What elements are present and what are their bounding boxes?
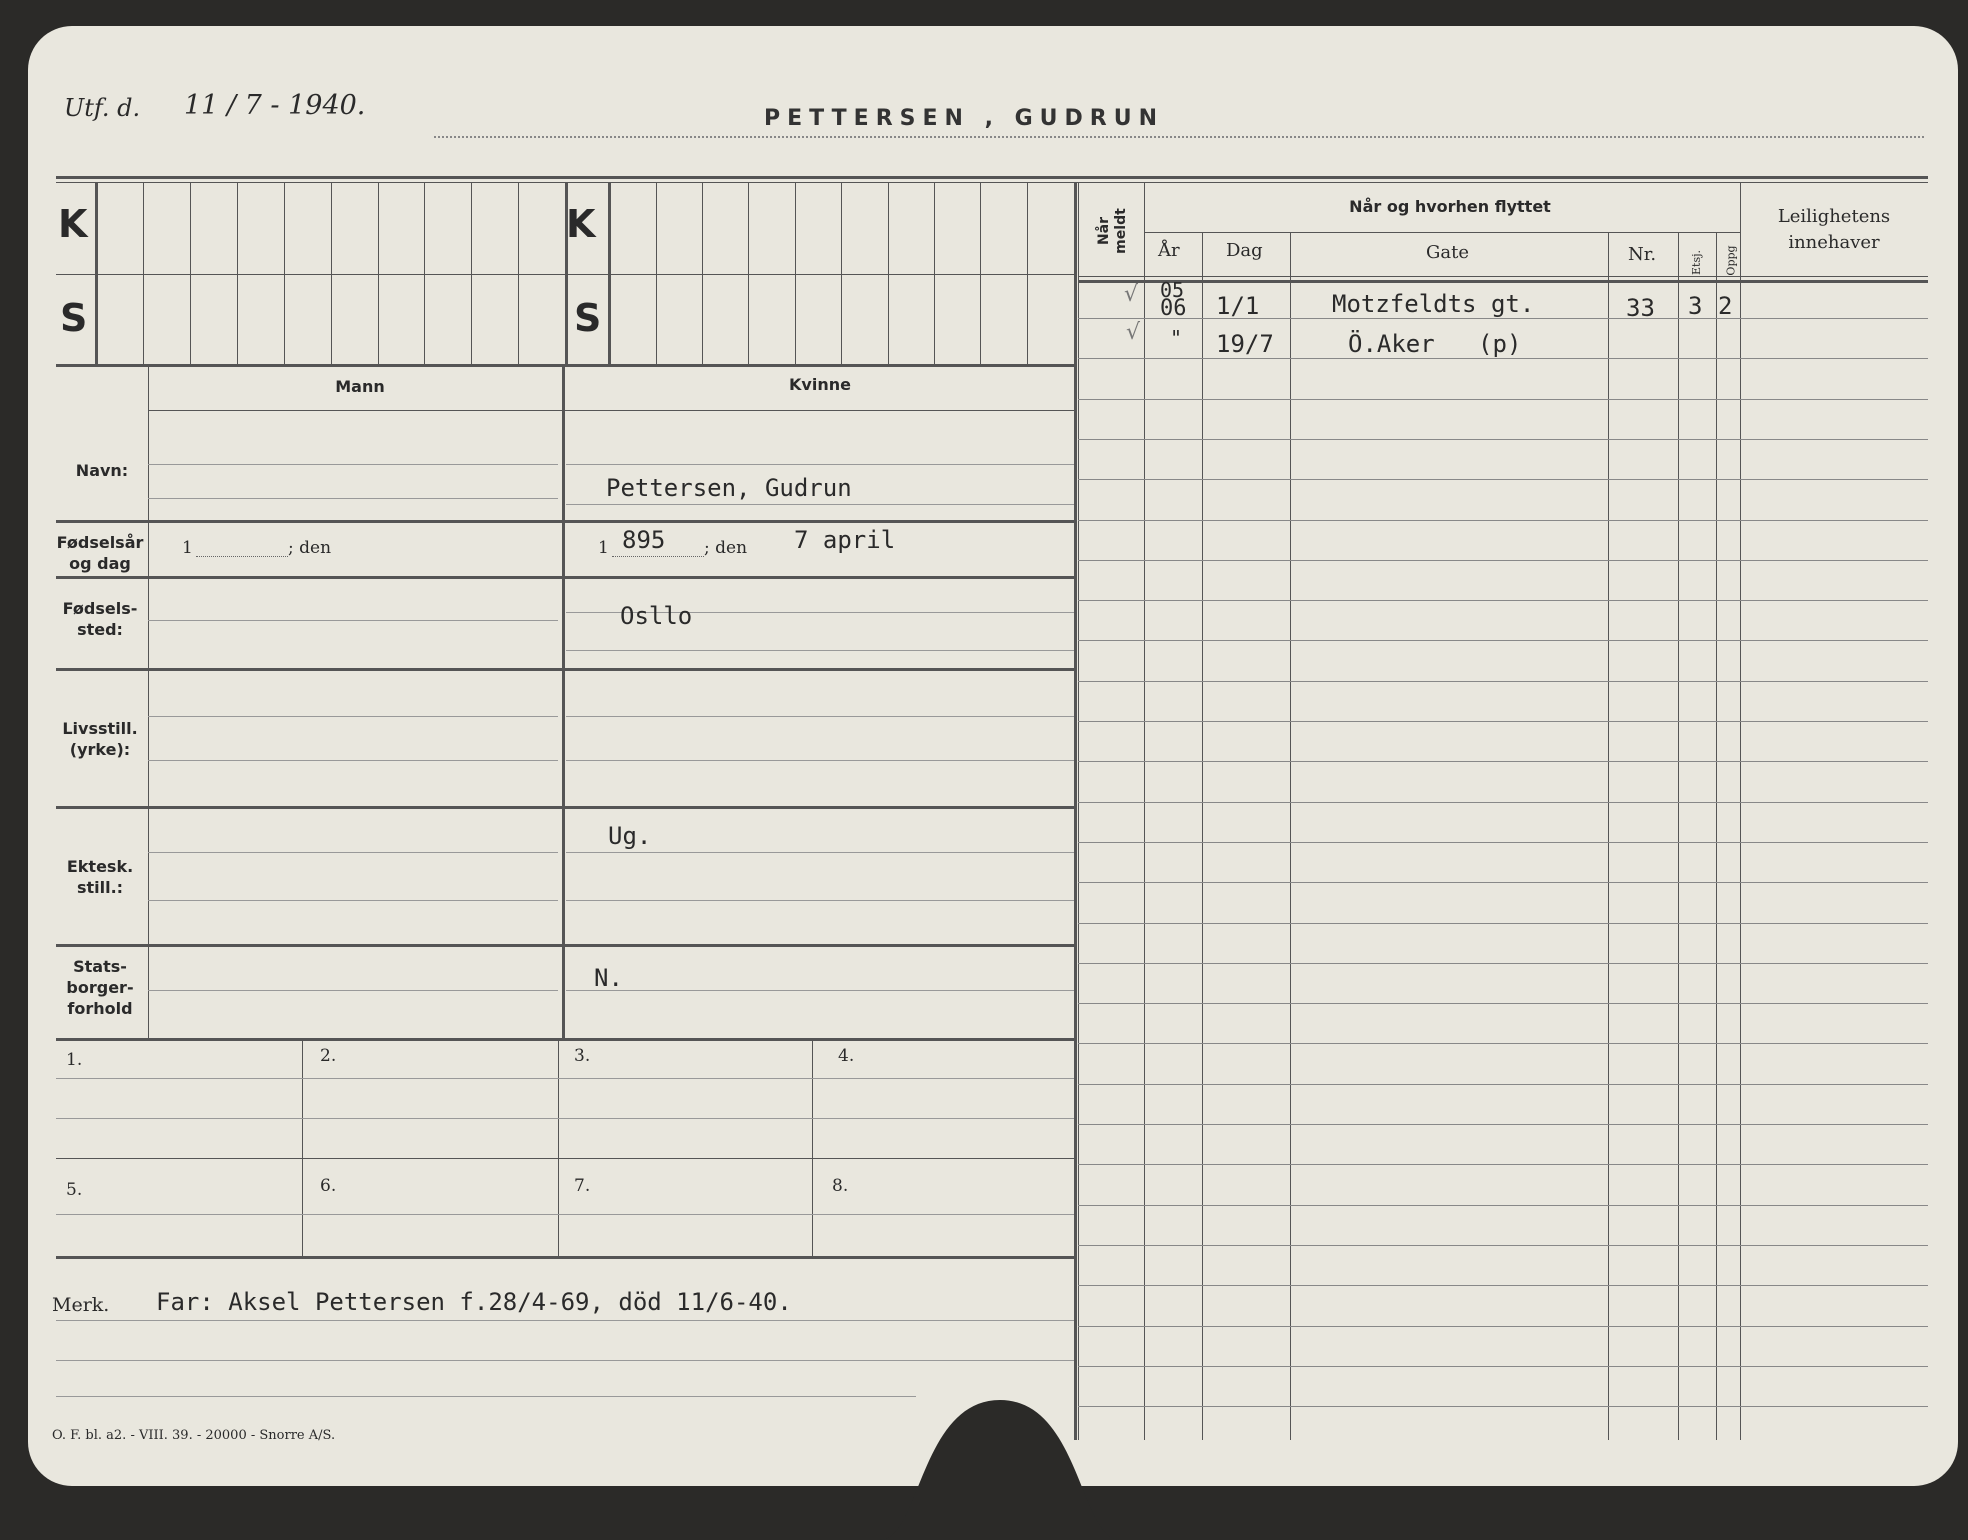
kvinne-year: 895: [622, 526, 666, 554]
k-label-right: K: [566, 202, 596, 246]
moves-row-line: [1078, 681, 1928, 682]
column-header-mann: Mann: [335, 377, 385, 396]
moves-row-line: [1078, 479, 1928, 480]
moves-row-line: [1078, 1366, 1928, 1367]
kvinne-den: ; den: [704, 538, 748, 558]
entry-1-year: 06: [1160, 296, 1187, 321]
entry-2-day: 19/7: [1216, 330, 1274, 358]
row-label-ektesk: [50, 856, 150, 898]
k-label-left: K: [58, 202, 88, 246]
child-slot-3: 3.: [574, 1046, 591, 1066]
kvinne-year-dots: [612, 556, 704, 557]
moves-row-line: [1078, 1326, 1928, 1327]
header-gate: Gate: [1426, 242, 1469, 263]
kvinne-stats: N.: [594, 964, 623, 992]
row-label-livsstill: [50, 718, 150, 760]
header-etsj: Etsj.: [1690, 249, 1704, 276]
moves-row-line: [1078, 1043, 1928, 1044]
moves-row-line: [1078, 802, 1928, 803]
header-oppg: Oppg: [1724, 245, 1738, 276]
kvinne-navn: Pettersen, Gudrun: [606, 474, 852, 502]
merk-label: Merk.: [52, 1294, 110, 1316]
entry-1-day: 1/1: [1216, 292, 1260, 320]
naar-meldt-2: meldt: [1113, 208, 1129, 254]
child-slot-1: 1.: [66, 1050, 83, 1070]
moves-row-line: [1078, 640, 1928, 641]
row-label-ektesk-1: Ektesk.: [66, 857, 134, 876]
row-label-fodselssted-1: Fødsels-: [62, 599, 138, 618]
s-label-right: S: [574, 296, 602, 340]
title-dotted-line: [434, 136, 1924, 138]
merk-text: Far: Aksel Pettersen f.28/4-69, död 11/6-40.: [156, 1288, 792, 1316]
row-label-fodselssted-2: sted:: [77, 620, 123, 639]
row-label-fodselsar: [50, 532, 150, 574]
utf-label: Utf. d.: [64, 94, 141, 122]
moves-row-line: [1078, 318, 1928, 319]
entry-1-etsj: 3: [1688, 292, 1703, 320]
row-label-livsstill-2: (yrke):: [69, 740, 131, 759]
mann-year-dots: [196, 556, 288, 557]
moves-row-line: [1078, 761, 1928, 762]
child-slot-7: 7.: [574, 1176, 591, 1196]
naar-meldt-header: [1096, 206, 1130, 256]
mann-den: ; den: [288, 538, 332, 558]
moves-row-line: [1078, 560, 1928, 561]
child-slot-8: 8.: [832, 1176, 849, 1196]
kvinne-year-prefix: 1: [598, 538, 609, 558]
row-label-fodselsar-1: Fødselsår: [56, 533, 144, 552]
moves-row-line: [1078, 1205, 1928, 1206]
utf-date: 11 / 7 - 1940.: [184, 90, 366, 121]
moves-row-line: [1078, 882, 1928, 883]
moves-row-line: [1078, 1124, 1928, 1125]
entry-2-street: Ö.Aker (p): [1348, 330, 1522, 358]
kvinne-fodselssted: Osllo: [620, 602, 693, 630]
moves-row-line: [1078, 1406, 1928, 1407]
leilighet-header: [1764, 204, 1904, 256]
moves-row-line: [1078, 1164, 1928, 1165]
row-label-navn: Navn:: [75, 461, 129, 480]
naar-meldt-1: Når: [1096, 216, 1112, 246]
card-name-title: PETTERSEN , GUDRUN: [764, 106, 1165, 131]
child-slot-5: 5.: [66, 1180, 83, 1200]
child-slot-6: 6.: [320, 1176, 337, 1196]
moves-row-line: [1078, 963, 1928, 964]
header-dag: Dag: [1226, 240, 1263, 261]
entry-2-check: √: [1126, 320, 1141, 345]
moves-row-line: [1078, 358, 1928, 359]
leilighet-2: innehaver: [1788, 232, 1880, 253]
entry-1-street: Motzfeldts gt.: [1332, 290, 1535, 318]
entry-1-oppg: 2: [1718, 292, 1733, 320]
mann-year-prefix: 1: [182, 538, 193, 558]
moves-row-line: [1078, 520, 1928, 521]
moves-row-line: [1078, 1285, 1928, 1286]
moves-row-line: [1078, 439, 1928, 440]
entry-1-year-top: 05: [1160, 278, 1185, 302]
kvinne-ektesk: Ug.: [608, 822, 652, 850]
moves-row-line: [1078, 1084, 1928, 1085]
moves-row-line: [1078, 842, 1928, 843]
row-label-stats-1: Stats-: [73, 957, 127, 976]
entry-2-year: ": [1170, 326, 1183, 350]
header-nr: Nr.: [1628, 244, 1657, 265]
column-header-kvinne: Kvinne: [789, 375, 851, 394]
child-slot-2: 2.: [320, 1046, 337, 1066]
moves-row-line: [1078, 1003, 1928, 1004]
moves-row-line: [1078, 721, 1928, 722]
moves-title: Når og hvorhen flyttet: [1349, 197, 1551, 216]
form-footer: O. F. bl. a2. - VIII. 39. - 20000 - Snorre A/S.: [52, 1428, 336, 1443]
row-label-livsstill-1: Livsstill.: [62, 719, 138, 738]
entry-1-nr: 33: [1626, 294, 1655, 322]
entry-1-check: √: [1124, 282, 1139, 307]
registration-card: [28, 26, 1958, 1486]
row-label-stats-2: borger-: [66, 978, 134, 997]
moves-row-line: [1078, 399, 1928, 400]
row-label-fodselsar-2: og dag: [69, 554, 131, 573]
row-label-stats-3: forhold: [67, 999, 133, 1018]
card-notch: [880, 1340, 1120, 1540]
kvinne-day: 7 april: [794, 526, 896, 554]
row-label-ektesk-2: still.:: [76, 878, 124, 897]
moves-row-line: [1078, 600, 1928, 601]
s-label-left: S: [60, 296, 88, 340]
child-slot-4: 4.: [838, 1046, 855, 1066]
moves-row-line: [1078, 923, 1928, 924]
row-label-stats: [50, 956, 150, 1019]
leilighet-1: Leilighetens: [1777, 206, 1891, 227]
row-label-fodselssted: [50, 598, 150, 640]
header-ar: År: [1158, 240, 1180, 261]
moves-row-line: [1078, 1245, 1928, 1246]
